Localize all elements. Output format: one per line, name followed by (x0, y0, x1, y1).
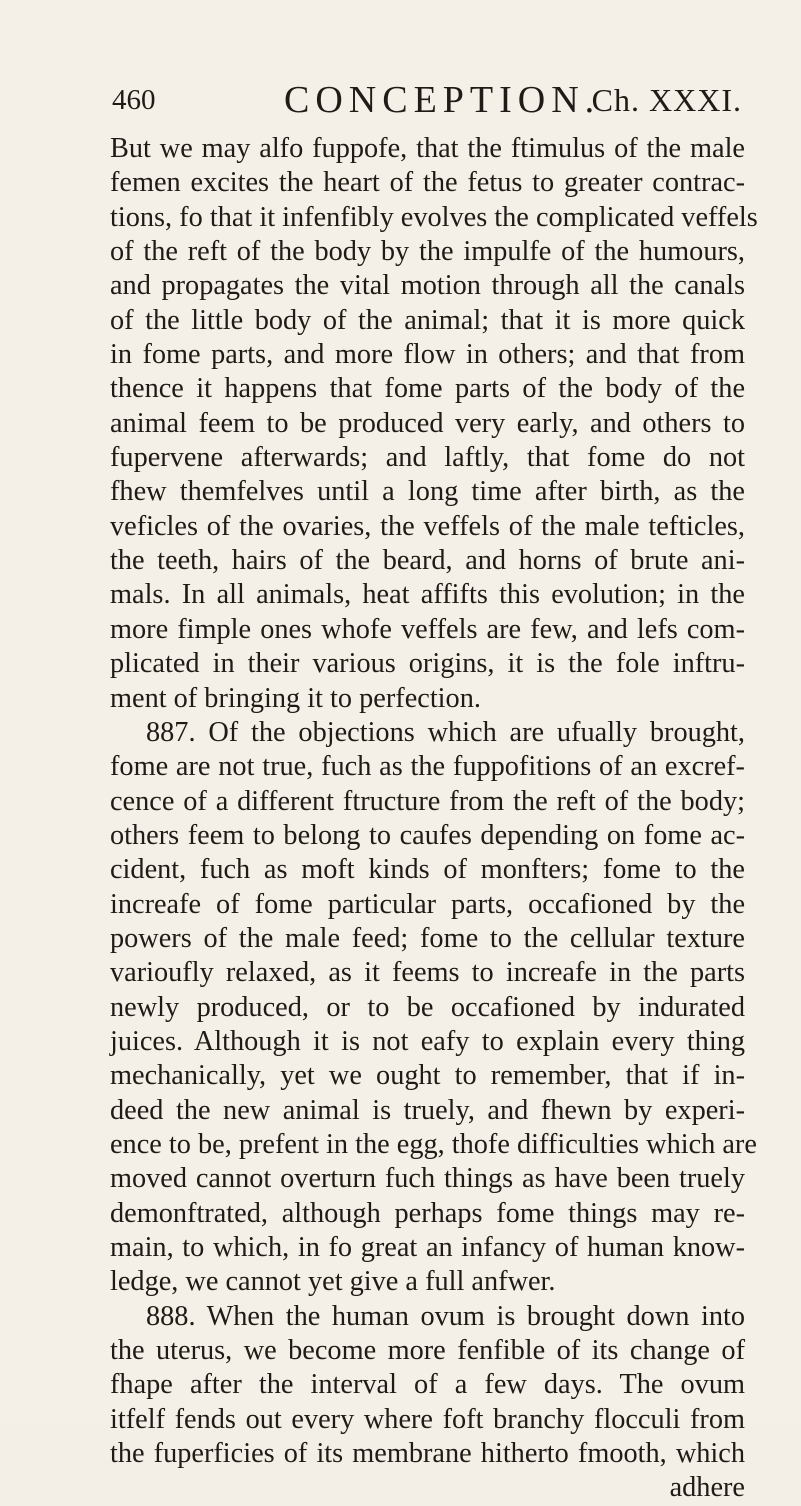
text-line: animal feem to be produced very early, and others to (110, 407, 745, 439)
text-line: cence of a different ftructure from the reft of the body; (110, 785, 745, 817)
text-line: powers of the male feed; fome to the cellular texture (110, 922, 745, 954)
text-line: ment of bringing it to perfection. (110, 682, 481, 714)
text-line: fome are not true, fuch as the fuppofitions of an excref- (110, 751, 745, 783)
text-line: varioufly relaxed, as it feems to increafe in the parts (110, 957, 745, 989)
text-line: of the little body of the animal; that it is more quick (110, 304, 745, 336)
paragraph-887-start: 887. Of the objections which are ufually brought, (146, 716, 745, 748)
text-line: fhew themfelves until a long time after birth, as the (110, 476, 745, 508)
body-text (110, 132, 758, 1506)
page-header (112, 78, 742, 126)
text-line: ence to be, prefent in the egg, thofe difficulties which are (110, 1128, 757, 1160)
text-line: and propagates the vital motion through all the canals (110, 270, 745, 302)
text-line: femen excites the heart of the fetus to greater contrac- (110, 167, 745, 199)
text-line: the teeth, hairs of the beard, and horns of brute ani- (110, 545, 745, 577)
text-line: ledge, we cannot yet give a full anfwer. (110, 1266, 556, 1298)
text-line: deed the new animal is truely, and fhewn by experi- (110, 1094, 745, 1126)
text-line: veficles of the ovaries, the veffels of the male tefticles, (110, 510, 745, 542)
text-line: itfelf fends out every where foft branchy flocculi from (110, 1403, 745, 1435)
text-line: more fimple ones whofe veffels are few, and lefs com- (110, 613, 745, 645)
text-line: thence it happens that fome parts of the body of the (110, 373, 745, 405)
catchword: adhere (669, 1472, 745, 1504)
page-number: 460 (112, 84, 156, 116)
text-line: mals. In all animals, heat affifts this evolution; in the (110, 579, 745, 611)
text-line: fhape after the interval of a few days. The ovum (110, 1369, 745, 1401)
text-line: others feem to belong to caufes depending on fome ac- (110, 819, 745, 851)
text-line: juices. Although it is not eafy to explain every thing (110, 1025, 745, 1057)
text-line: newly produced, or to be occafioned by indurated (110, 991, 745, 1023)
text-line: fupervene afterwards; and laftly, that fome do not (110, 442, 745, 474)
text-line: plicated in their various origins, it is the fole inftru- (110, 648, 745, 680)
chapter-label: Ch. XXXI. (591, 82, 742, 118)
text-line: mechanically, yet we ought to remember, that if in- (110, 1060, 745, 1092)
text-line: main, to which, in fo great an infancy of human know- (110, 1232, 745, 1263)
paragraph-888-start: 888. When the human ovum is brought down into (146, 1300, 745, 1332)
text-line: But we may alfo fuppofe, that the ftimulus of the male (110, 133, 745, 164)
text-line: the fuperficies of its membrane hitherto fmooth, which (110, 1438, 745, 1470)
text-line: moved cannot overturn fuch things as have been truely (110, 1163, 745, 1195)
running-title: CONCEPTION. (284, 79, 601, 121)
text-line: of the reft of the body by the impulfe of the humours, (110, 236, 745, 268)
text-line: cident, fuch as moft kinds of monfters; fome to the (110, 854, 745, 886)
text-line: in fome parts, and more flow in others; and that from (110, 339, 745, 371)
text-line: tions, fo that it infenfibly evolves the complicated veffels (110, 201, 758, 233)
text-line: demonftrated, although perhaps fome things may re- (110, 1197, 745, 1229)
text-line: the uterus, we become more fenfible of its change of (110, 1335, 745, 1367)
text-line: increafe of fome particular parts, occafioned by the (110, 888, 745, 920)
